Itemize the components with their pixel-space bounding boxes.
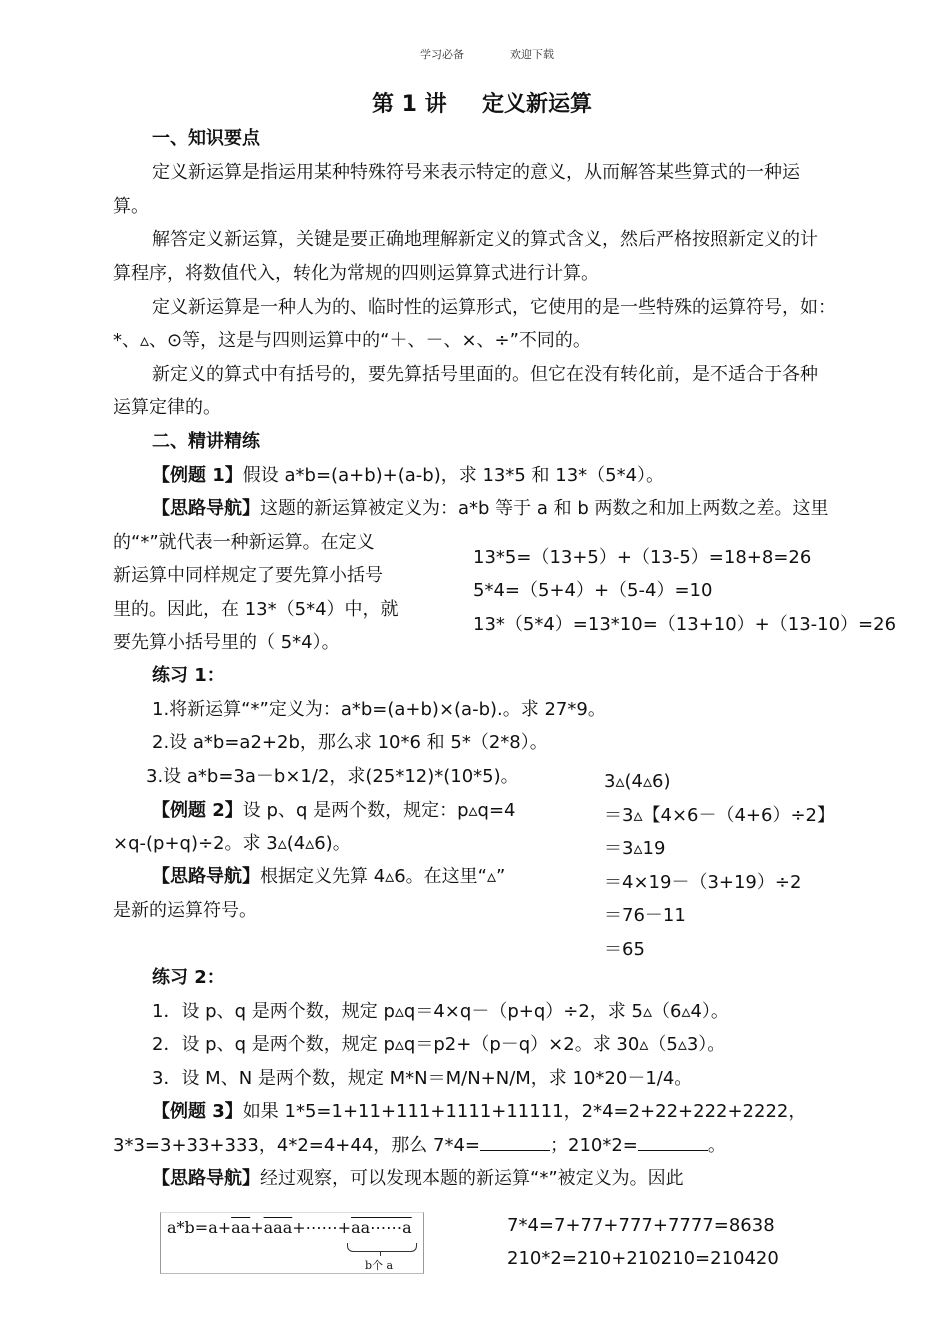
formula-part: +⋯⋯+ [292, 1218, 352, 1237]
example3-question-line2 [113, 1134, 726, 1157]
formula-part: aa⋯⋯a [351, 1218, 412, 1237]
guide-label: 【思路导航】 [152, 1168, 260, 1189]
guide-label: 【思路导航】 [152, 866, 260, 887]
example-label: 【例题 1】 [152, 465, 243, 486]
practice-question: 2．设 p、q 是两个数，规定 p▵q＝p2+（p－q）×2。求 30▵（5▵3）。 [152, 1034, 726, 1055]
paragraph-line: 新定义的算式中有括号的，要先算括号里面的。但它在没有转化前，是不适合于各种 [152, 364, 818, 385]
underbrace-tip [380, 1251, 381, 1256]
example-text: 。 [707, 1135, 726, 1156]
practice1-heading: 练习 1： [152, 665, 225, 686]
header-right: 欢迎下载 [510, 48, 554, 61]
practice-question: 3.设 a*b=3a－b×1/2，求(25*12)*(10*5)。 [146, 766, 519, 787]
header-left: 学习必备 [420, 48, 464, 61]
formula-part: + [250, 1218, 264, 1237]
guide-text: 经过观察，可以发现本题的新运算“*”被定义为。因此 [260, 1168, 684, 1189]
example-text: 假设 a*b=(a+b)+(a-b)，求 13*5 和 13*（5*4）。 [242, 465, 665, 486]
example-label: 【例题 3】 [152, 1101, 243, 1122]
section-heading-practice: 二、精讲精练 [152, 431, 260, 452]
guide-line: 的“*”就代表一种新运算。在定义 [113, 532, 375, 553]
formula-part: $\overline{aa}$ [231, 1218, 251, 1237]
practice-question: 1．设 p、q 是两个数，规定 p▵q＝4×q－（p+q）÷2，求 5▵（6▵4）。 [152, 1001, 729, 1022]
calc-line: 5*4=（5+4）+（5-4）=10 [473, 580, 713, 601]
example-text-line: ×q-(p+q)÷2。求 3▵(4▵6)。 [113, 833, 351, 854]
calc-line: ＝4×19－（3+19）÷2 [604, 872, 802, 893]
page-title: 定义新运算 [482, 92, 593, 117]
guide-line: 里的。因此，在 13*（5*4）中，就 [113, 599, 399, 620]
practice2-heading: 练习 2： [152, 967, 225, 988]
guide-label: 【思路导航】 [152, 498, 260, 519]
paragraph-line: 定义新运算是一种人为的、临时性的运算形式，它使用的是一些特殊的运算符号，如： [152, 297, 836, 318]
paragraph-line: 定义新运算是指运用某种特殊符号来表示特定的意义，从而解答某些算式的一种运 [152, 162, 800, 183]
guide-text: 根据定义先算 4▵6。在这里“▵” [260, 866, 506, 887]
underbrace [347, 1243, 417, 1252]
lecture-number: 第 1 讲 [372, 92, 447, 117]
example-text: ；210*2= [550, 1135, 638, 1156]
guide-line: 是新的运算符号。 [113, 900, 257, 921]
example2-guide [152, 866, 505, 888]
example1-question [152, 465, 664, 487]
guide-text: 这题的新运算被定义为：a*b 等于 a 和 b 两数之和加上两数之差。这里 [260, 498, 829, 519]
example-text: 如果 1*5=1+11+111+1111+11111，2*4=2+22+222+2222， [242, 1101, 807, 1122]
formula-part: a*b=a+ [167, 1218, 232, 1237]
paragraph-line: 算。 [113, 196, 149, 217]
calc-line: ＝65 [604, 939, 645, 960]
calc-line: ＝3▵【4×6－（4+6）÷2】 [604, 805, 835, 826]
paragraph-line: *、▵、⊙等，这是与四则运算中的“＋、－、×、÷”不同的。 [113, 330, 591, 351]
formula-figure [160, 1212, 424, 1274]
calc-line: 210*2=210+210210=210420 [507, 1248, 779, 1269]
paragraph-line: 算程序，将数值代入，转化为常规的四则运算算式进行计算。 [113, 263, 599, 284]
example1-guide [152, 498, 829, 520]
underbrace-label: b个 a [365, 1259, 394, 1272]
calc-line: ＝76－11 [604, 905, 686, 926]
calc-line: 7*4=7+77+777+7777=8638 [507, 1215, 775, 1236]
practice-question: 2.设 a*b=a2+2b，那么求 10*6 和 5*（2*8）。 [152, 732, 548, 753]
practice-question: 1.将新运算“*”定义为：a*b=(a+b)×(a-b).。求 27*9。 [152, 699, 606, 720]
calc-line: 3▵(4▵6) [604, 771, 671, 792]
example3-guide [152, 1168, 684, 1190]
guide-line: 新运算中同样规定了要先算小括号 [113, 565, 383, 586]
section-heading-knowledge: 一、知识要点 [152, 128, 260, 149]
formula-expression [167, 1218, 412, 1237]
answer-blank[interactable] [480, 1134, 550, 1151]
answer-blank[interactable] [638, 1134, 708, 1151]
example-text: 设 p、q 是两个数，规定：p▵q=4 [242, 800, 516, 821]
formula-part: $\overline{aaa}$ [263, 1218, 293, 1237]
example-text: 3*3=3+33+333，4*2=4+44，那么 7*4= [113, 1135, 480, 1156]
example3-question [152, 1101, 806, 1123]
example-label: 【例题 2】 [152, 800, 243, 821]
practice-question: 3．设 M、N 是两个数，规定 M*N＝M/N+N/M，求 10*20－1/4。 [152, 1068, 693, 1089]
example2-question [152, 800, 516, 822]
guide-line: 要先算小括号里的（ 5*4）。 [113, 632, 340, 653]
paragraph-line: 解答定义新运算，关键是要正确地理解新定义的算式含义，然后严格按照新定义的计 [152, 229, 818, 250]
calc-line: 13*（5*4）=13*10=（13+10）+（13-10）=26 [473, 614, 897, 635]
paragraph-line: 运算定律的。 [113, 397, 221, 418]
calc-line: 13*5=（13+5）+（13-5）=18+8=26 [473, 547, 812, 568]
calc-line: ＝3▵19 [604, 838, 666, 859]
